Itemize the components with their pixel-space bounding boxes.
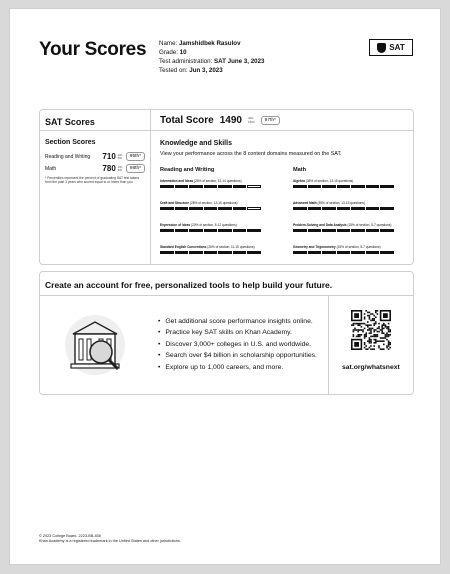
bar-segment-filled: [218, 185, 232, 188]
domain-detail: (28% of section, 13-15 questions): [189, 201, 238, 205]
percentile-badge: 97th*: [261, 116, 280, 125]
section-score-row: Reading and Writing 710 200- 800 95th*: [45, 152, 145, 161]
bar-segment-filled: [351, 185, 365, 188]
domain-detail: (35% of section, 13-15 questions): [317, 201, 365, 205]
bar-segment-filled: [189, 229, 203, 232]
bar-segment-filled: [204, 185, 218, 188]
student-grade: 10: [179, 49, 187, 56]
performance-bar: [293, 185, 411, 188]
performance-bar: [160, 251, 278, 254]
reading-writing-column: [160, 167, 278, 267]
divider: [150, 110, 151, 264]
bar-segment-filled: [366, 229, 380, 232]
acorn-shield-icon: [377, 43, 386, 53]
domain-detail: (35% of section, 13-15 questions): [305, 179, 354, 183]
domain-column-title: Math: [293, 167, 307, 173]
bar-segment-filled: [380, 251, 394, 254]
domain-detail: (20% of section, 8-12 questions): [191, 223, 237, 227]
section-score-row: Math 780 200- 800 98th*: [45, 164, 145, 173]
bar-segment-filled: [337, 207, 351, 210]
performance-bar: [160, 185, 278, 188]
knowledge-skills-heading: Knowledge and Skills: [160, 140, 232, 147]
divider: [40, 130, 413, 131]
scores-card: [39, 109, 414, 265]
bar-segment-filled: [233, 251, 247, 254]
bar-segment-filled: [293, 207, 307, 210]
content-domain: [160, 201, 278, 223]
score-range: 400- 1600: [247, 116, 255, 124]
content-domain: [160, 179, 278, 201]
bar-segment-filled: [160, 185, 174, 188]
domain-name: Algebra: [293, 179, 305, 183]
total-score: Total Score 1490 400- 1600 97th*: [160, 115, 280, 126]
percentile-badge: 98th*: [126, 164, 145, 173]
performance-bar: [160, 207, 278, 210]
bar-segment-filled: [308, 207, 322, 210]
performance-bar: [293, 251, 411, 254]
content-domain: [293, 201, 411, 223]
bar-segment-filled: [189, 185, 203, 188]
bar-segment-filled: [247, 251, 261, 254]
bar-segment-filled: [204, 207, 218, 210]
bar-segment-filled: [175, 207, 189, 210]
bar-segment-filled: [293, 229, 307, 232]
bar-segment-filled: [351, 229, 365, 232]
bar-segment-filled: [366, 185, 380, 188]
performance-bar: [160, 229, 278, 232]
bar-segment-filled: [351, 251, 365, 254]
bar-segment-filled: [322, 207, 336, 210]
bar-segment-empty: [247, 207, 261, 210]
qr-code[interactable]: [351, 310, 391, 350]
performance-bar: [293, 207, 411, 210]
domain-detail: (26% of section, 11-15 questions): [207, 245, 255, 249]
list-item: • Get additional score performance insights online.: [158, 316, 317, 327]
bar-segment-filled: [204, 229, 218, 232]
bar-segment-filled: [160, 251, 174, 254]
bar-segment-filled: [160, 207, 174, 210]
domain-detail: (15% of section, 5-7 questions): [347, 223, 392, 227]
whatsnext-link[interactable]: sat.org/whatsnext: [342, 364, 400, 371]
percentile-badge: 95th*: [126, 152, 145, 161]
list-item: • Search over $4 billion in scholarship opportunities.: [158, 350, 317, 361]
domain-name: Geometry and Trigonometry: [293, 245, 336, 249]
college-magnifier-illustration: [63, 312, 127, 378]
content-domain: [160, 223, 278, 245]
bar-segment-filled: [218, 229, 232, 232]
bar-segment-filled: [293, 251, 307, 254]
bar-segment-filled: [337, 185, 351, 188]
bar-segment-filled: [218, 251, 232, 254]
domain-name: Information and Ideas: [160, 179, 194, 183]
bar-segment-filled: [322, 229, 336, 232]
page-title: Your Scores: [39, 39, 147, 60]
domain-name: Problem-Solving and Data Analysis: [293, 223, 347, 227]
domain-name: Standard English Conventions: [160, 245, 207, 249]
tested-on: Jun 3, 2023: [189, 67, 223, 74]
list-item: • Discover 3,000+ colleges in U.S. and worldwide.: [158, 339, 317, 350]
bar-segment-filled: [233, 207, 247, 210]
performance-bar: [293, 229, 411, 232]
promo-title: Create an account for free, personalized tools to help build your future.: [45, 280, 333, 290]
bar-segment-filled: [204, 251, 218, 254]
bar-segment-filled: [189, 251, 203, 254]
bar-segment-filled: [337, 251, 351, 254]
domain-name: Advanced Math: [293, 201, 317, 205]
bar-segment-filled: [160, 229, 174, 232]
bar-segment-filled: [175, 229, 189, 232]
domain-detail: (26% of section, 12-14 questions): [194, 179, 242, 183]
domain-column-title: Reading and Writing: [160, 167, 215, 173]
bar-segment-filled: [322, 185, 336, 188]
percentile-footnote: * Percentiles represent the percent of graduating SAT test takers from the past 3 years who scored equal to or lower than you.: [45, 176, 140, 185]
student-name: Jamshidbek Rasulov: [178, 40, 241, 47]
total-score-value: 1490: [219, 115, 242, 126]
bar-segment-filled: [380, 185, 394, 188]
content-domain: [160, 245, 278, 267]
content-domain: [293, 179, 411, 201]
bar-segment-filled: [233, 185, 247, 188]
bar-segment-filled: [247, 229, 261, 232]
knowledge-skills-subtitle: View your performance across the 8 content domains measured on the SAT.: [160, 151, 342, 157]
bar-segment-filled: [308, 185, 322, 188]
sat-scores-heading: SAT Scores: [45, 117, 95, 127]
sat-logo: SAT: [369, 39, 413, 56]
bar-segment-filled: [322, 251, 336, 254]
domain-name: Craft and Structure: [160, 201, 190, 205]
test-administration: SAT June 3, 2023: [214, 58, 265, 65]
divider: [40, 295, 413, 296]
bar-segment-filled: [233, 229, 247, 232]
bar-segment-empty: [247, 185, 261, 188]
promo-bullet-list: [158, 316, 317, 373]
list-item: • Explore up to 1,000 careers, and more.: [158, 362, 317, 373]
content-domain: [293, 245, 411, 267]
domain-name: Expression of Ideas: [160, 223, 191, 227]
bar-segment-filled: [308, 251, 322, 254]
promo-card: [39, 271, 414, 395]
divider: [328, 295, 329, 394]
bar-segment-filled: [337, 229, 351, 232]
score-report-page: [9, 8, 441, 565]
bar-segment-filled: [218, 207, 232, 210]
bar-segment-filled: [189, 207, 203, 210]
student-info: Name: Jamshidbek Rasulov Grade: 10 Test administration: SAT June 3, 2023 Tested on: Jun 3, 2023: [159, 40, 265, 74]
bar-segment-filled: [175, 185, 189, 188]
bar-segment-filled: [351, 207, 365, 210]
bar-segment-filled: [380, 207, 394, 210]
bar-segment-filled: [380, 229, 394, 232]
domain-detail: (15% of section, 5-7 questions): [336, 245, 381, 249]
bar-segment-filled: [308, 229, 322, 232]
bar-segment-filled: [293, 185, 307, 188]
math-column: [293, 167, 411, 267]
section-scores-heading: Section Scores: [45, 139, 96, 146]
list-item: • Practice key SAT skills on Khan Academy.: [158, 327, 317, 338]
legal-footer: © 2023 College Board. 2223-BB-836 Khan Academy is a registered trademark in the United States and other jurisdictions.: [39, 534, 181, 543]
content-domain: [293, 223, 411, 245]
bar-segment-filled: [366, 251, 380, 254]
bar-segment-filled: [175, 251, 189, 254]
bar-segment-filled: [366, 207, 380, 210]
